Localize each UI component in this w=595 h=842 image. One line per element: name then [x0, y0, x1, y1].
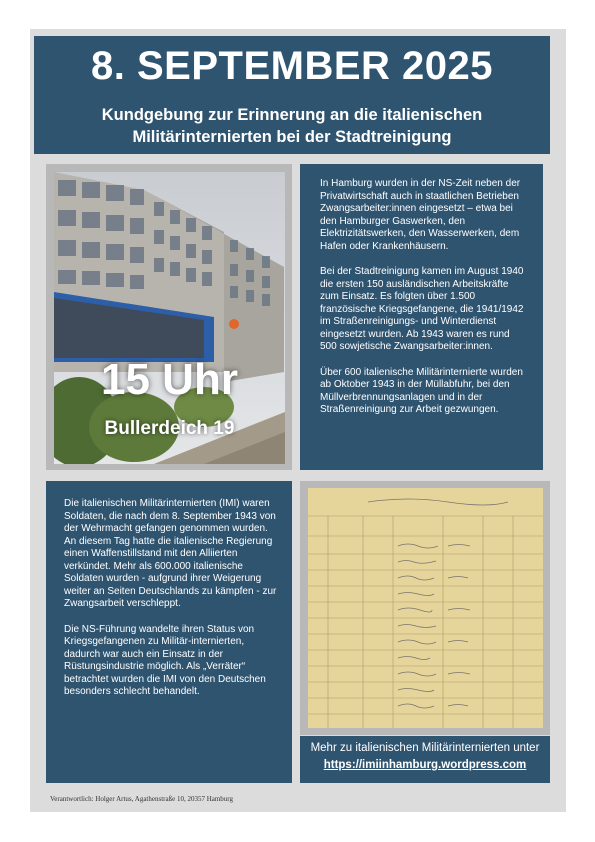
building-photo	[54, 172, 285, 464]
header-banner	[34, 36, 550, 154]
event-time: 15 Uhr	[101, 355, 238, 404]
website-link[interactable]: https://imiinhamburg.wordpress.com	[323, 759, 527, 771]
archive-document-scan	[308, 488, 543, 728]
imi-text-box	[46, 481, 292, 783]
subtitle-line-1: Kundgebung zur Erinnerung an die italienischen	[101, 106, 483, 124]
footer-imprint: Verantwortlich: Holger Artus, Agathenstraße 10, 20357 Hamburg	[50, 795, 234, 803]
event-location: Bullerdeich 19	[104, 418, 235, 439]
ledger-illustration	[308, 488, 543, 728]
event-subtitle	[34, 104, 550, 148]
paragraph: Die italienischen Militärinternierten (IMI) waren Soldaten, die nach dem 8. September 1943 von der Wehrmacht gefangen genommen wurden. An diesem Tag hatte die italienische Regierung einen Waffenstillstand mit den Alliierten verkündet. Mehr als 600.000 italienische Soldaten wurden - aufgrund ihrer Weigerung weiter an Seiten Deutschlands zu kämpfen - zur Zwangsarbeit verschleppt.	[64, 498, 277, 609]
paragraph: Die NS-Führung wandelte ihren Status von Kriegsgefangenen zu Militär-internierten, dadurch war auch ein Einsatz in der Rüstungsindustrie möglich. Als „Verräter“ betrachtet wurden die IMI von den Deutschen besonders schlecht behandelt.	[64, 623, 266, 697]
subtitle-line-2: Militärinternierten bei der Stadtreinigung	[132, 128, 452, 146]
paragraph: Über 600 italienische Militärinternierte wurden ab Oktober 1943 in der Müllabfuhr, bei den Müllverbrennungsanlagen und in der Straßenreinigung zur Arbeit gezwungen.	[320, 366, 523, 415]
event-date: 8. SEPTEMBER 2025	[91, 44, 493, 88]
paragraph: Bei der Stadtreinigung kamen im August 1940 die ersten 150 ausländischen Arbeitskräfte zum Einsatz. Es folgten über 1.500 französische Kriegsgefangene, die 1941/1942 im Straßenreinigungs- und Winterdienst eingesetzt wurden. Ab 1943 waren es rund 500 sowjetische Zwangsarbeiter:innen.	[320, 266, 524, 352]
context-text-box	[300, 164, 543, 470]
more-info-box	[300, 736, 550, 783]
more-info-text: Mehr zu italienischen Militärinternierten unter	[310, 742, 540, 754]
paragraph: In Hamburg wurden in der NS-Zeit neben der Privatwirtschaft auch in staatlichen Betrieben Zwangsarbeiter:innen eingesetzt – etwa bei den Hamburger Gaswerken, den Elektrizitätswerken, den Wasserwerken, dem Hafen oder Krankenhäusern.	[320, 178, 521, 252]
